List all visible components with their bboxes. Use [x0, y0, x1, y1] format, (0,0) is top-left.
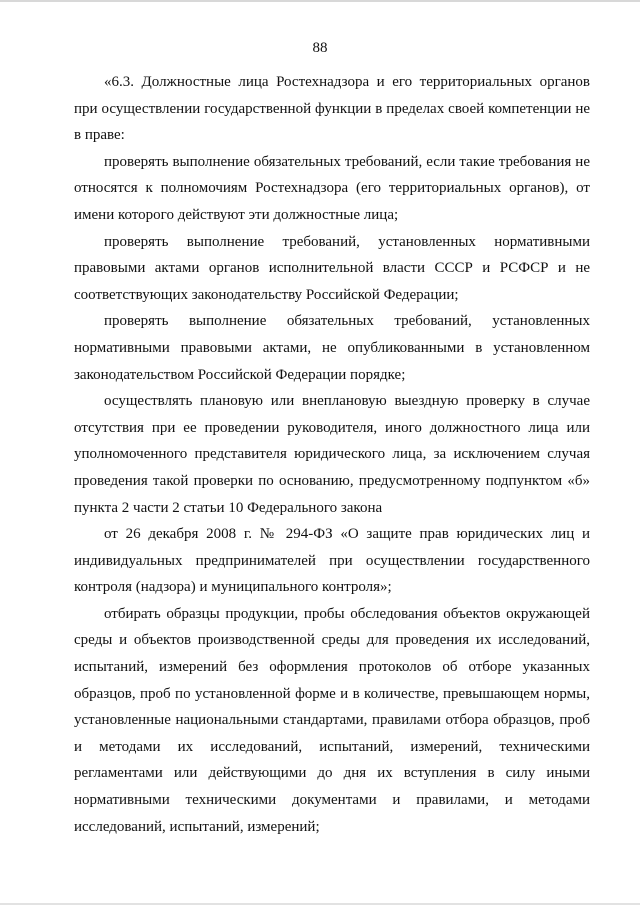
paragraph-item-4-continued: от 26 декабря 2008 г. № 294-ФЗ «О защите прав юридических лиц и индивидуальных предпринимателей при осуществлении государственного контроля (надзора) и муниципального контроля»;: [74, 526, 590, 596]
document-body: [74, 69, 590, 840]
paragraph-intro: «6.3. Должностные лица Ростехнадзора и его территориальных органов при осуществлении государственной функции в пределах своей компетенции не в праве:: [74, 74, 590, 144]
paragraph-item-5: отбирать образцы продукции, пробы обследования объектов окружающей среды и объектов производственной среды для проведения их исследований, испытаний, измерений без оформления протоколов об отборе указанных образцов, проб по установленной форме и в количестве, превышающем нормы, установленные национальными стандартами, правилами отбора образцов, проб и методами их исследований, испытаний, измерений, техническими регламентами или действующими до дня их вступления в силу иными нормативными техническими документами и правилами, и методами исследований, испытаний, измерений;: [74, 605, 590, 835]
page-edge-top: [0, 0, 640, 2]
paragraph-item-1: проверять выполнение обязательных требований, если такие требования не относятся к полномочиям Ростехнадзора (его территориальных органов), от имени которого действуют эти должностные лица;: [74, 153, 590, 223]
paragraph-item-3: проверять выполнение обязательных требований, установленных нормативными правовыми актами, не опубликованными в установленном законодательством Российской Федерации порядке;: [74, 313, 590, 383]
paragraph-item-4: осуществлять плановую или внеплановую выездную проверку в случае отсутствия при ее проведении руководителя, иного должностного лица или уполномоченного представителя юридического лица, за исключением случая проведения такой проверки по основанию, предусмотренному подпунктом «б» пункта 2 части 2 статьи 10 Федерального закона: [74, 393, 590, 516]
paragraph-item-2: проверять выполнение требований, установленных нормативными правовыми актами органов исполнительной власти СССР и РСФСР и не соответствующих законодательству Российской Федерации;: [74, 233, 590, 303]
page-number: 88: [312, 40, 328, 56]
